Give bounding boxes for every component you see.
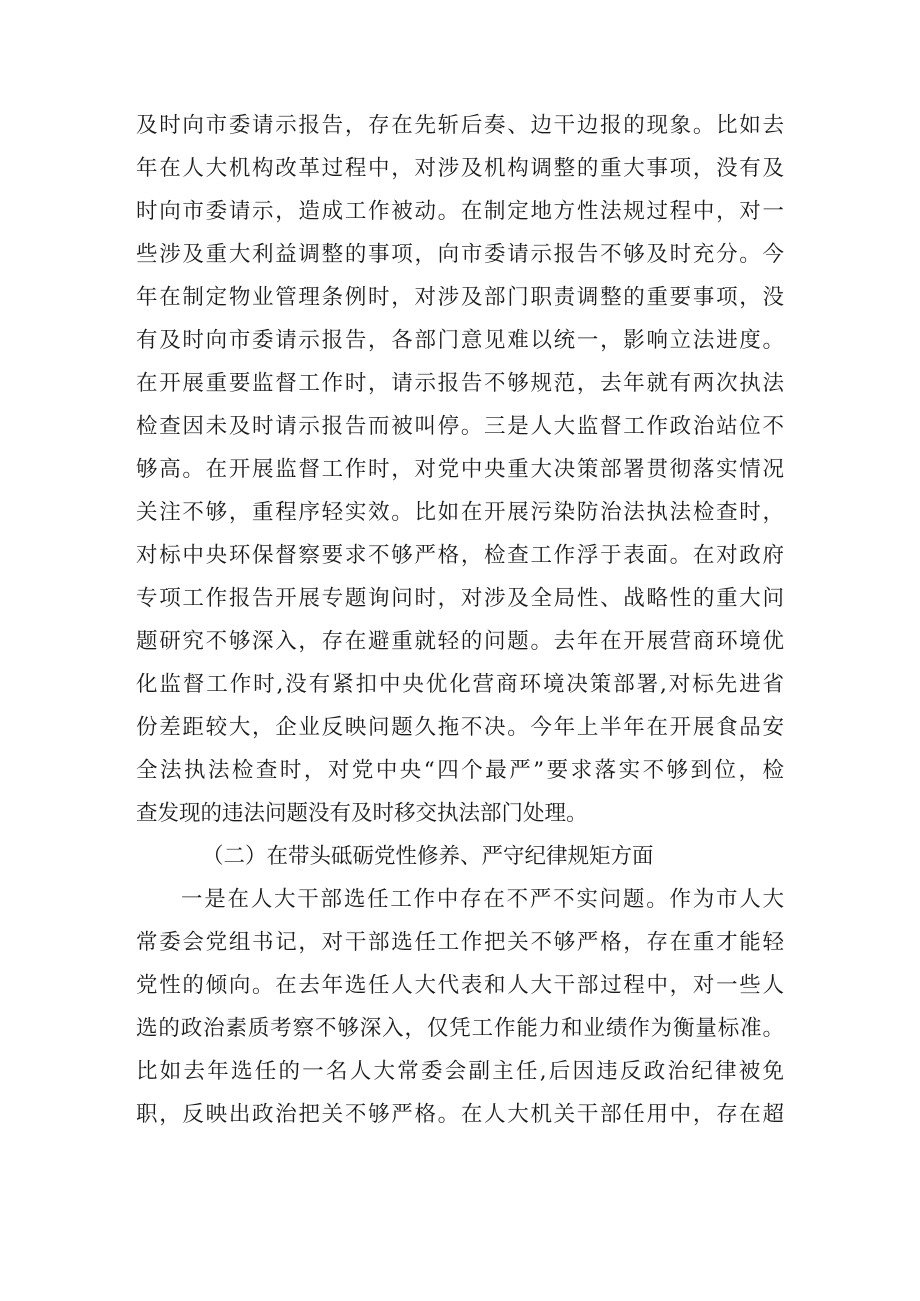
- paragraph-line: 全法执法检查时，对党中央“四个最严”要求落实不够到位，检: [136, 758, 784, 783]
- paragraph-line: 职，反映出政治把关不够严格。在人大机关干部任用中，存在超: [136, 1102, 784, 1127]
- paragraph-line: 一是在人大干部选任工作中存在不严不实问题。作为市人大: [181, 887, 784, 912]
- paragraph-line: 专项工作报告开展专题询问时，对涉及全局性、战略性的重大问: [136, 586, 784, 611]
- paragraph-line: 选的政治素质考察不够深入，仅凭工作能力和业绩作为衡量标准。: [136, 1016, 784, 1041]
- paragraph-line: 些涉及重大利益调整的事项，向市委请示报告不够及时充分。今: [136, 242, 784, 267]
- paragraph-line: 关注不够，重程序轻实效。比如在开展污染防治法执法检查时，: [136, 500, 784, 525]
- paragraph-line: 够高。在开展监督工作时，对党中央重大决策部署贯彻落实情况: [136, 457, 784, 482]
- paragraph-line: 有及时向市委请示报告，各部门意见难以统一，影响立法进度。: [136, 328, 784, 353]
- paragraph-line: 对标中央环保督察要求不够严格，检查工作浮于表面。在对政府: [136, 543, 784, 568]
- paragraph-line: 查发现的违法问题没有及时移交执法部门处理。: [136, 801, 588, 826]
- paragraph-line: 题研究不够深入，存在避重就轻的问题。去年在开展营商环境优: [136, 629, 784, 654]
- paragraph-line: 比如去年选任的一名人大常委会副主任,后因违反政治纪律被免: [136, 1059, 784, 1084]
- paragraph-line: 化监督工作时,没有紧扣中央优化营商环境决策部署,对标先进省: [136, 672, 784, 697]
- paragraph-line: 党性的倾向。在去年选任人大代表和人大干部过程中，对一些人: [136, 973, 784, 998]
- paragraph-line: 检查因未及时请示报告而被叫停。三是人大监督工作政治站位不: [136, 414, 784, 439]
- paragraph-line: 常委会党组书记，对干部选任工作把关不够严格，存在重才能轻: [136, 930, 784, 955]
- paragraph-line: 年在人大机构改革过程中，对涉及机构调整的重大事项，没有及: [136, 156, 784, 181]
- paragraph-line: 份差距较大，企业反映问题久拖不决。今年上半年在开展食品安: [136, 715, 784, 740]
- paragraph-line: 及时向市委请示报告，存在先斩后奏、边干边报的现象。比如去: [136, 113, 784, 138]
- paragraph-line: 在开展重要监督工作时，请示报告不够规范，去年就有两次执法: [136, 371, 784, 396]
- paragraph-line: 年在制定物业管理条例时，对涉及部门职责调整的重要事项，没: [136, 285, 784, 310]
- paragraph-line: 时向市委请示，造成工作被动。在制定地方性法规过程中，对一: [136, 199, 784, 224]
- section-heading: （二）在带头砥砺党性修养、严守纪律规矩方面: [202, 844, 654, 869]
